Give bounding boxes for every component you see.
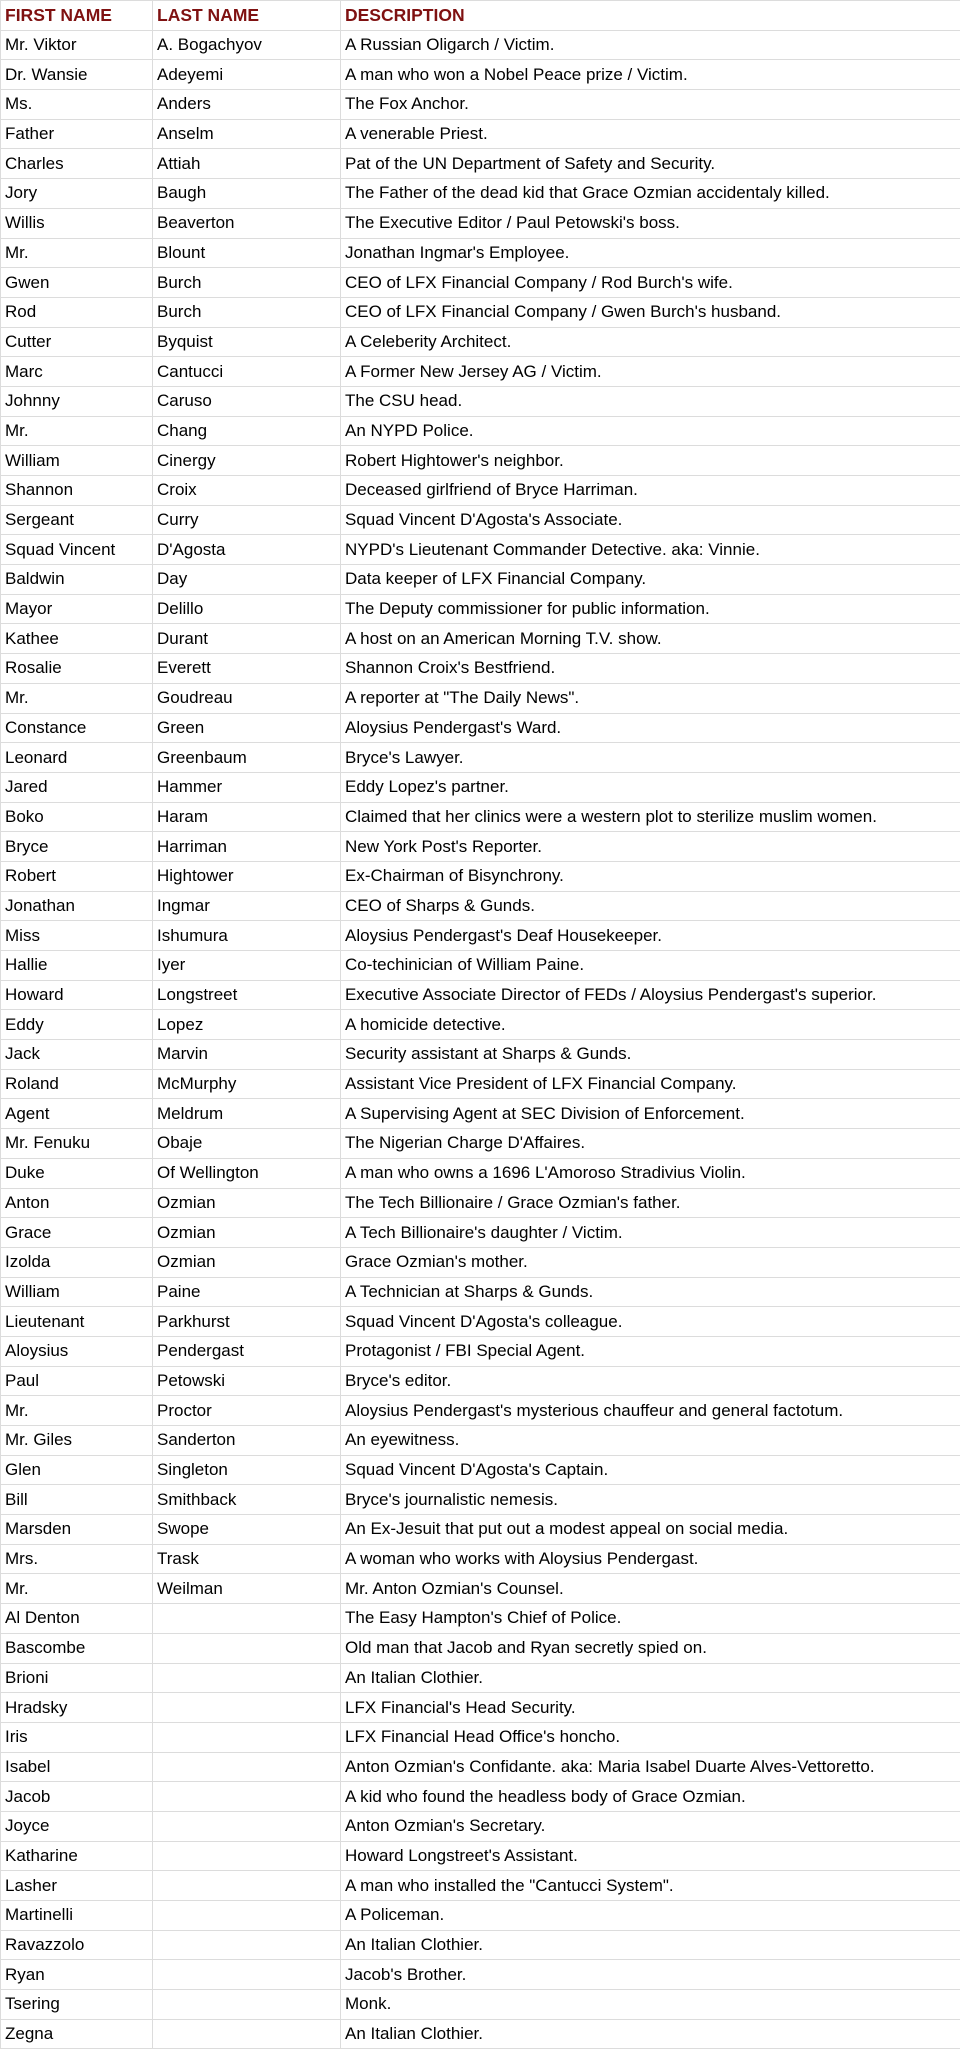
description-cell[interactable]: LFX Financial Head Office's honcho. — [341, 1722, 960, 1752]
last-name-cell[interactable]: Swope — [153, 1515, 341, 1545]
table-row — [1, 505, 960, 535]
description-cell[interactable]: The Deputy commissioner for public information. — [341, 594, 960, 624]
last-name-cell[interactable]: Meldrum — [153, 1099, 341, 1129]
last-name-cell[interactable]: Caruso — [153, 386, 341, 416]
last-name-cell[interactable]: Delillo — [153, 594, 341, 624]
header-first-name[interactable]: FIRST NAME — [1, 1, 153, 31]
table-row — [1, 1841, 960, 1871]
first-name-cell[interactable]: Zegna — [1, 2019, 153, 2049]
first-name-cell[interactable]: Boko — [1, 802, 153, 832]
description-cell[interactable]: Grace Ozmian's mother. — [341, 1247, 960, 1277]
table-row — [1, 1930, 960, 1960]
first-name-cell[interactable]: Dr. Wansie — [1, 60, 153, 90]
table-row — [1, 1158, 960, 1188]
table-row — [1, 951, 960, 981]
first-name-cell[interactable]: Al Denton — [1, 1604, 153, 1634]
description-cell[interactable]: A venerable Priest. — [341, 119, 960, 149]
table-row — [1, 1277, 960, 1307]
table-row — [1, 119, 960, 149]
first-name-cell[interactable]: Johnny — [1, 386, 153, 416]
first-name-cell[interactable]: Agent — [1, 1099, 153, 1129]
description-cell[interactable]: A host on an American Morning T.V. show. — [341, 624, 960, 654]
description-cell[interactable]: A Supervising Agent at SEC Division of Enforcement. — [341, 1099, 960, 1129]
description-cell[interactable]: A woman who works with Aloysius Pendergast. — [341, 1544, 960, 1574]
description-cell[interactable]: Jonathan Ingmar's Employee. — [341, 238, 960, 268]
table-row — [1, 1901, 960, 1931]
first-name-cell[interactable]: Lieutenant — [1, 1307, 153, 1337]
last-name-cell[interactable]: Pendergast — [153, 1336, 341, 1366]
description-cell[interactable]: CEO of Sharps & Gunds. — [341, 891, 960, 921]
description-cell[interactable]: Robert Hightower's neighbor. — [341, 446, 960, 476]
last-name-cell[interactable]: Ingmar — [153, 891, 341, 921]
first-name-cell[interactable]: Jared — [1, 772, 153, 802]
description-cell[interactable]: Co-techinician of William Paine. — [341, 951, 960, 981]
last-name-cell[interactable]: Petowski — [153, 1366, 341, 1396]
first-name-cell[interactable]: William — [1, 1277, 153, 1307]
description-cell[interactable]: Old man that Jacob and Ryan secretly spied on. — [341, 1633, 960, 1663]
first-name-cell[interactable]: Howard — [1, 980, 153, 1010]
description-cell[interactable]: Anton Ozmian's Confidante. aka: Maria Isabel Duarte Alves-Vettoretto. — [341, 1752, 960, 1782]
first-name-cell[interactable]: Mr. Viktor — [1, 30, 153, 60]
description-cell[interactable]: An Italian Clothier. — [341, 1663, 960, 1693]
first-name-cell[interactable]: Marc — [1, 357, 153, 387]
table-row — [1, 594, 960, 624]
description-cell[interactable]: CEO of LFX Financial Company / Gwen Burch's husband. — [341, 297, 960, 327]
table-row — [1, 891, 960, 921]
header-last-name[interactable]: LAST NAME — [153, 1, 341, 31]
first-name-cell[interactable]: Hallie — [1, 951, 153, 981]
first-name-cell[interactable]: Iris — [1, 1722, 153, 1752]
description-cell[interactable]: The Father of the dead kid that Grace Ozmian accidentaly killed. — [341, 179, 960, 209]
table-row — [1, 743, 960, 773]
first-name-cell[interactable]: Hradsky — [1, 1693, 153, 1723]
description-cell[interactable]: A Russian Oligarch / Victim. — [341, 30, 960, 60]
description-cell[interactable]: Ex-Chairman of Bisynchrony. — [341, 861, 960, 891]
table-row — [1, 565, 960, 595]
first-name-cell[interactable]: Tsering — [1, 1990, 153, 2020]
last-name-cell[interactable] — [153, 2019, 341, 2049]
last-name-cell[interactable]: Green — [153, 713, 341, 743]
table-row — [1, 1604, 960, 1634]
last-name-cell[interactable] — [153, 1752, 341, 1782]
header-row — [1, 1, 960, 31]
table-row — [1, 1752, 960, 1782]
first-name-cell[interactable]: Grace — [1, 1218, 153, 1248]
description-cell[interactable]: Anton Ozmian's Secretary. — [341, 1811, 960, 1841]
first-name-cell[interactable]: Joyce — [1, 1811, 153, 1841]
last-name-cell[interactable]: Lopez — [153, 1010, 341, 1040]
first-name-cell[interactable]: Eddy — [1, 1010, 153, 1040]
description-cell[interactable]: A man who owns a 1696 L'Amoroso Stradivius Violin. — [341, 1158, 960, 1188]
table-row — [1, 1871, 960, 1901]
description-cell[interactable]: Howard Longstreet's Assistant. — [341, 1841, 960, 1871]
first-name-cell[interactable]: Jonathan — [1, 891, 153, 921]
first-name-cell[interactable]: Ryan — [1, 1960, 153, 1990]
last-name-cell[interactable] — [153, 1871, 341, 1901]
description-cell[interactable]: An Italian Clothier. — [341, 2019, 960, 2049]
last-name-cell[interactable]: Burch — [153, 268, 341, 298]
first-name-cell[interactable]: Mayor — [1, 594, 153, 624]
description-cell[interactable]: The Executive Editor / Paul Petowski's boss. — [341, 208, 960, 238]
table-row — [1, 1396, 960, 1426]
table-row — [1, 416, 960, 446]
table-row — [1, 1990, 960, 2020]
last-name-cell[interactable] — [153, 1693, 341, 1723]
first-name-cell[interactable]: Rosalie — [1, 654, 153, 684]
first-name-cell[interactable]: Martinelli — [1, 1901, 153, 1931]
description-cell[interactable]: Deceased girlfriend of Bryce Harriman. — [341, 476, 960, 506]
last-name-cell[interactable] — [153, 1930, 341, 1960]
table-body — [1, 30, 960, 2049]
table-row — [1, 1811, 960, 1841]
table-row — [1, 713, 960, 743]
table-row — [1, 297, 960, 327]
description-cell[interactable]: Data keeper of LFX Financial Company. — [341, 565, 960, 595]
last-name-cell[interactable]: Trask — [153, 1544, 341, 1574]
description-cell[interactable]: New York Post's Reporter. — [341, 832, 960, 862]
description-cell[interactable]: A homicide detective. — [341, 1010, 960, 1040]
description-cell[interactable]: Aloysius Pendergast's Deaf Housekeeper. — [341, 921, 960, 951]
table-row — [1, 1010, 960, 1040]
table-row — [1, 2019, 960, 2049]
last-name-cell[interactable]: Harriman — [153, 832, 341, 862]
first-name-cell[interactable]: Gwen — [1, 268, 153, 298]
table-row — [1, 386, 960, 416]
last-name-cell[interactable]: Longstreet — [153, 980, 341, 1010]
first-name-cell[interactable]: Mr. — [1, 238, 153, 268]
last-name-cell[interactable]: Attiah — [153, 149, 341, 179]
description-cell[interactable]: An eyewitness. — [341, 1426, 960, 1456]
description-cell[interactable]: Jacob's Brother. — [341, 1960, 960, 1990]
table-row — [1, 861, 960, 891]
last-name-cell[interactable]: Curry — [153, 505, 341, 535]
first-name-cell[interactable]: Izolda — [1, 1247, 153, 1277]
first-name-cell[interactable]: Anton — [1, 1188, 153, 1218]
table-row — [1, 772, 960, 802]
first-name-cell[interactable]: Mrs. — [1, 1544, 153, 1574]
first-name-cell[interactable]: Lasher — [1, 1871, 153, 1901]
table-row — [1, 149, 960, 179]
description-cell[interactable]: A Celeberity Architect. — [341, 327, 960, 357]
first-name-cell[interactable]: Bascombe — [1, 1633, 153, 1663]
description-cell[interactable]: NYPD's Lieutenant Commander Detective. aka: Vinnie. — [341, 535, 960, 565]
first-name-cell[interactable]: Aloysius — [1, 1336, 153, 1366]
last-name-cell[interactable]: Parkhurst — [153, 1307, 341, 1337]
last-name-cell[interactable] — [153, 1722, 341, 1752]
last-name-cell[interactable]: Of Wellington — [153, 1158, 341, 1188]
last-name-cell[interactable]: Obaje — [153, 1129, 341, 1159]
description-cell[interactable]: Bryce's editor. — [341, 1366, 960, 1396]
first-name-cell[interactable]: Paul — [1, 1366, 153, 1396]
table-row — [1, 1722, 960, 1752]
last-name-cell[interactable]: Anselm — [153, 119, 341, 149]
description-cell[interactable]: Bryce's journalistic nemesis. — [341, 1485, 960, 1515]
first-name-cell[interactable]: Rod — [1, 297, 153, 327]
last-name-cell[interactable]: Chang — [153, 416, 341, 446]
table-row — [1, 208, 960, 238]
table-row — [1, 357, 960, 387]
description-cell[interactable]: Pat of the UN Department of Safety and Security. — [341, 149, 960, 179]
description-cell[interactable]: The CSU head. — [341, 386, 960, 416]
table-row — [1, 1455, 960, 1485]
table-row — [1, 60, 960, 90]
table-row — [1, 90, 960, 120]
description-cell[interactable]: Aloysius Pendergast's mysterious chauffeur and general factotum. — [341, 1396, 960, 1426]
table-row — [1, 327, 960, 357]
description-cell[interactable]: Assistant Vice President of LFX Financial Company. — [341, 1069, 960, 1099]
first-name-cell[interactable]: Miss — [1, 921, 153, 951]
description-cell[interactable]: Mr. Anton Ozmian's Counsel. — [341, 1574, 960, 1604]
table-row — [1, 980, 960, 1010]
last-name-cell[interactable]: Croix — [153, 476, 341, 506]
first-name-cell[interactable]: Willis — [1, 208, 153, 238]
description-cell[interactable]: A reporter at "The Daily News". — [341, 683, 960, 713]
table-row — [1, 476, 960, 506]
last-name-cell[interactable] — [153, 1782, 341, 1812]
description-cell[interactable]: An Ex-Jesuit that put out a modest appeal on social media. — [341, 1515, 960, 1545]
table-row — [1, 1129, 960, 1159]
last-name-cell[interactable]: Day — [153, 565, 341, 595]
first-name-cell[interactable]: Mr. Fenuku — [1, 1129, 153, 1159]
first-name-cell[interactable]: Jacob — [1, 1782, 153, 1812]
last-name-cell[interactable] — [153, 1663, 341, 1693]
first-name-cell[interactable]: Roland — [1, 1069, 153, 1099]
last-name-cell[interactable]: Burch — [153, 297, 341, 327]
table-row — [1, 624, 960, 654]
first-name-cell[interactable]: Mr. — [1, 416, 153, 446]
description-cell[interactable]: A Tech Billionaire's daughter / Victim. — [341, 1218, 960, 1248]
last-name-cell[interactable]: Sanderton — [153, 1426, 341, 1456]
first-name-cell[interactable]: Mr. — [1, 1574, 153, 1604]
table-row — [1, 1693, 960, 1723]
table-row — [1, 1633, 960, 1663]
last-name-cell[interactable]: Iyer — [153, 951, 341, 981]
last-name-cell[interactable]: A. Bogachyov — [153, 30, 341, 60]
last-name-cell[interactable]: Haram — [153, 802, 341, 832]
description-cell[interactable]: Aloysius Pendergast's Ward. — [341, 713, 960, 743]
first-name-cell[interactable]: Ravazzolo — [1, 1930, 153, 1960]
table-row — [1, 1574, 960, 1604]
table-row — [1, 1040, 960, 1070]
description-cell[interactable]: The Easy Hampton's Chief of Police. — [341, 1604, 960, 1634]
last-name-cell[interactable]: McMurphy — [153, 1069, 341, 1099]
description-cell[interactable]: The Tech Billionaire / Grace Ozmian's father. — [341, 1188, 960, 1218]
description-cell[interactable]: Security assistant at Sharps & Gunds. — [341, 1040, 960, 1070]
last-name-cell[interactable]: Baugh — [153, 179, 341, 209]
last-name-cell[interactable]: Cinergy — [153, 446, 341, 476]
last-name-cell[interactable]: Ozmian — [153, 1218, 341, 1248]
last-name-cell[interactable]: Paine — [153, 1277, 341, 1307]
description-cell[interactable]: A Policeman. — [341, 1901, 960, 1931]
table-row — [1, 1366, 960, 1396]
last-name-cell[interactable]: Weilman — [153, 1574, 341, 1604]
table-row — [1, 1336, 960, 1366]
last-name-cell[interactable] — [153, 1841, 341, 1871]
table-row — [1, 1663, 960, 1693]
header-description[interactable]: DESCRIPTION — [341, 1, 960, 31]
description-cell[interactable]: The Fox Anchor. — [341, 90, 960, 120]
description-cell[interactable]: Squad Vincent D'Agosta's Associate. — [341, 505, 960, 535]
first-name-cell[interactable]: Brioni — [1, 1663, 153, 1693]
first-name-cell[interactable]: Glen — [1, 1455, 153, 1485]
description-cell[interactable]: Executive Associate Director of FEDs / Aloysius Pendergast's superior. — [341, 980, 960, 1010]
table-row — [1, 1782, 960, 1812]
table-row — [1, 802, 960, 832]
table-row — [1, 30, 960, 60]
first-name-cell[interactable]: Baldwin — [1, 565, 153, 595]
table-row — [1, 683, 960, 713]
last-name-cell[interactable]: Durant — [153, 624, 341, 654]
description-cell[interactable]: LFX Financial's Head Security. — [341, 1693, 960, 1723]
table-row — [1, 654, 960, 684]
last-name-cell[interactable]: Cantucci — [153, 357, 341, 387]
first-name-cell[interactable]: Squad Vincent — [1, 535, 153, 565]
last-name-cell[interactable]: Ozmian — [153, 1188, 341, 1218]
first-name-cell[interactable]: Jack — [1, 1040, 153, 1070]
last-name-cell[interactable]: Hammer — [153, 772, 341, 802]
first-name-cell[interactable]: William — [1, 446, 153, 476]
table-row — [1, 1960, 960, 1990]
description-cell[interactable]: A Technician at Sharps & Gunds. — [341, 1277, 960, 1307]
description-cell[interactable]: Squad Vincent D'Agosta's Captain. — [341, 1455, 960, 1485]
table-row — [1, 179, 960, 209]
first-name-cell[interactable]: Constance — [1, 713, 153, 743]
last-name-cell[interactable]: Marvin — [153, 1040, 341, 1070]
last-name-cell[interactable]: Beaverton — [153, 208, 341, 238]
first-name-cell[interactable]: Kathee — [1, 624, 153, 654]
last-name-cell[interactable]: Goudreau — [153, 683, 341, 713]
first-name-cell[interactable]: Ms. — [1, 90, 153, 120]
last-name-cell[interactable]: Adeyemi — [153, 60, 341, 90]
description-cell[interactable]: An NYPD Police. — [341, 416, 960, 446]
table-row — [1, 1515, 960, 1545]
table-row — [1, 1426, 960, 1456]
first-name-cell[interactable]: Marsden — [1, 1515, 153, 1545]
first-name-cell[interactable]: Isabel — [1, 1752, 153, 1782]
last-name-cell[interactable] — [153, 1990, 341, 2020]
last-name-cell[interactable]: Anders — [153, 90, 341, 120]
description-cell[interactable]: The Nigerian Charge D'Affaires. — [341, 1129, 960, 1159]
last-name-cell[interactable]: Proctor — [153, 1396, 341, 1426]
table-row — [1, 1307, 960, 1337]
table-row — [1, 1099, 960, 1129]
first-name-cell[interactable]: Shannon — [1, 476, 153, 506]
last-name-cell[interactable]: D'Agosta — [153, 535, 341, 565]
last-name-cell[interactable] — [153, 1604, 341, 1634]
table-row — [1, 1218, 960, 1248]
last-name-cell[interactable]: Singleton — [153, 1455, 341, 1485]
last-name-cell[interactable]: Everett — [153, 654, 341, 684]
first-name-cell[interactable]: Bryce — [1, 832, 153, 862]
description-cell[interactable]: CEO of LFX Financial Company / Rod Burch's wife. — [341, 268, 960, 298]
last-name-cell[interactable]: Ishumura — [153, 921, 341, 951]
last-name-cell[interactable]: Smithback — [153, 1485, 341, 1515]
description-cell[interactable]: Bryce's Lawyer. — [341, 743, 960, 773]
last-name-cell[interactable] — [153, 1960, 341, 1990]
first-name-cell[interactable]: Mr. — [1, 683, 153, 713]
table-row — [1, 1544, 960, 1574]
first-name-cell[interactable]: Jory — [1, 179, 153, 209]
description-cell[interactable]: Claimed that her clinics were a western plot to sterilize muslim women. — [341, 802, 960, 832]
table-row — [1, 446, 960, 476]
description-cell[interactable]: Squad Vincent D'Agosta's colleague. — [341, 1307, 960, 1337]
last-name-cell[interactable]: Greenbaum — [153, 743, 341, 773]
first-name-cell[interactable]: Cutter — [1, 327, 153, 357]
description-cell[interactable]: Protagonist / FBI Special Agent. — [341, 1336, 960, 1366]
first-name-cell[interactable]: Sergeant — [1, 505, 153, 535]
first-name-cell[interactable]: Mr. — [1, 1396, 153, 1426]
table-row — [1, 535, 960, 565]
first-name-cell[interactable]: Katharine — [1, 1841, 153, 1871]
last-name-cell[interactable]: Hightower — [153, 861, 341, 891]
table-row — [1, 1069, 960, 1099]
description-cell[interactable]: Monk. — [341, 1990, 960, 2020]
first-name-cell[interactable]: Leonard — [1, 743, 153, 773]
description-cell[interactable]: A kid who found the headless body of Grace Ozmian. — [341, 1782, 960, 1812]
table-row — [1, 238, 960, 268]
last-name-cell[interactable] — [153, 1901, 341, 1931]
first-name-cell[interactable]: Father — [1, 119, 153, 149]
last-name-cell[interactable]: Blount — [153, 238, 341, 268]
last-name-cell[interactable]: Byquist — [153, 327, 341, 357]
description-cell[interactable]: An Italian Clothier. — [341, 1930, 960, 1960]
first-name-cell[interactable]: Robert — [1, 861, 153, 891]
first-name-cell[interactable]: Duke — [1, 1158, 153, 1188]
description-cell[interactable]: Eddy Lopez's partner. — [341, 772, 960, 802]
table-row — [1, 832, 960, 862]
description-cell[interactable]: A man who won a Nobel Peace prize / Victim. — [341, 60, 960, 90]
description-cell[interactable]: Shannon Croix's Bestfriend. — [341, 654, 960, 684]
description-cell[interactable]: A man who installed the "Cantucci System". — [341, 1871, 960, 1901]
table-row — [1, 1188, 960, 1218]
last-name-cell[interactable] — [153, 1811, 341, 1841]
table-row — [1, 921, 960, 951]
last-name-cell[interactable]: Ozmian — [153, 1247, 341, 1277]
last-name-cell[interactable] — [153, 1633, 341, 1663]
description-cell[interactable]: A Former New Jersey AG / Victim. — [341, 357, 960, 387]
first-name-cell[interactable]: Bill — [1, 1485, 153, 1515]
first-name-cell[interactable]: Mr. Giles — [1, 1426, 153, 1456]
table-row — [1, 1485, 960, 1515]
table-row — [1, 1247, 960, 1277]
first-name-cell[interactable]: Charles — [1, 149, 153, 179]
table-row — [1, 268, 960, 298]
